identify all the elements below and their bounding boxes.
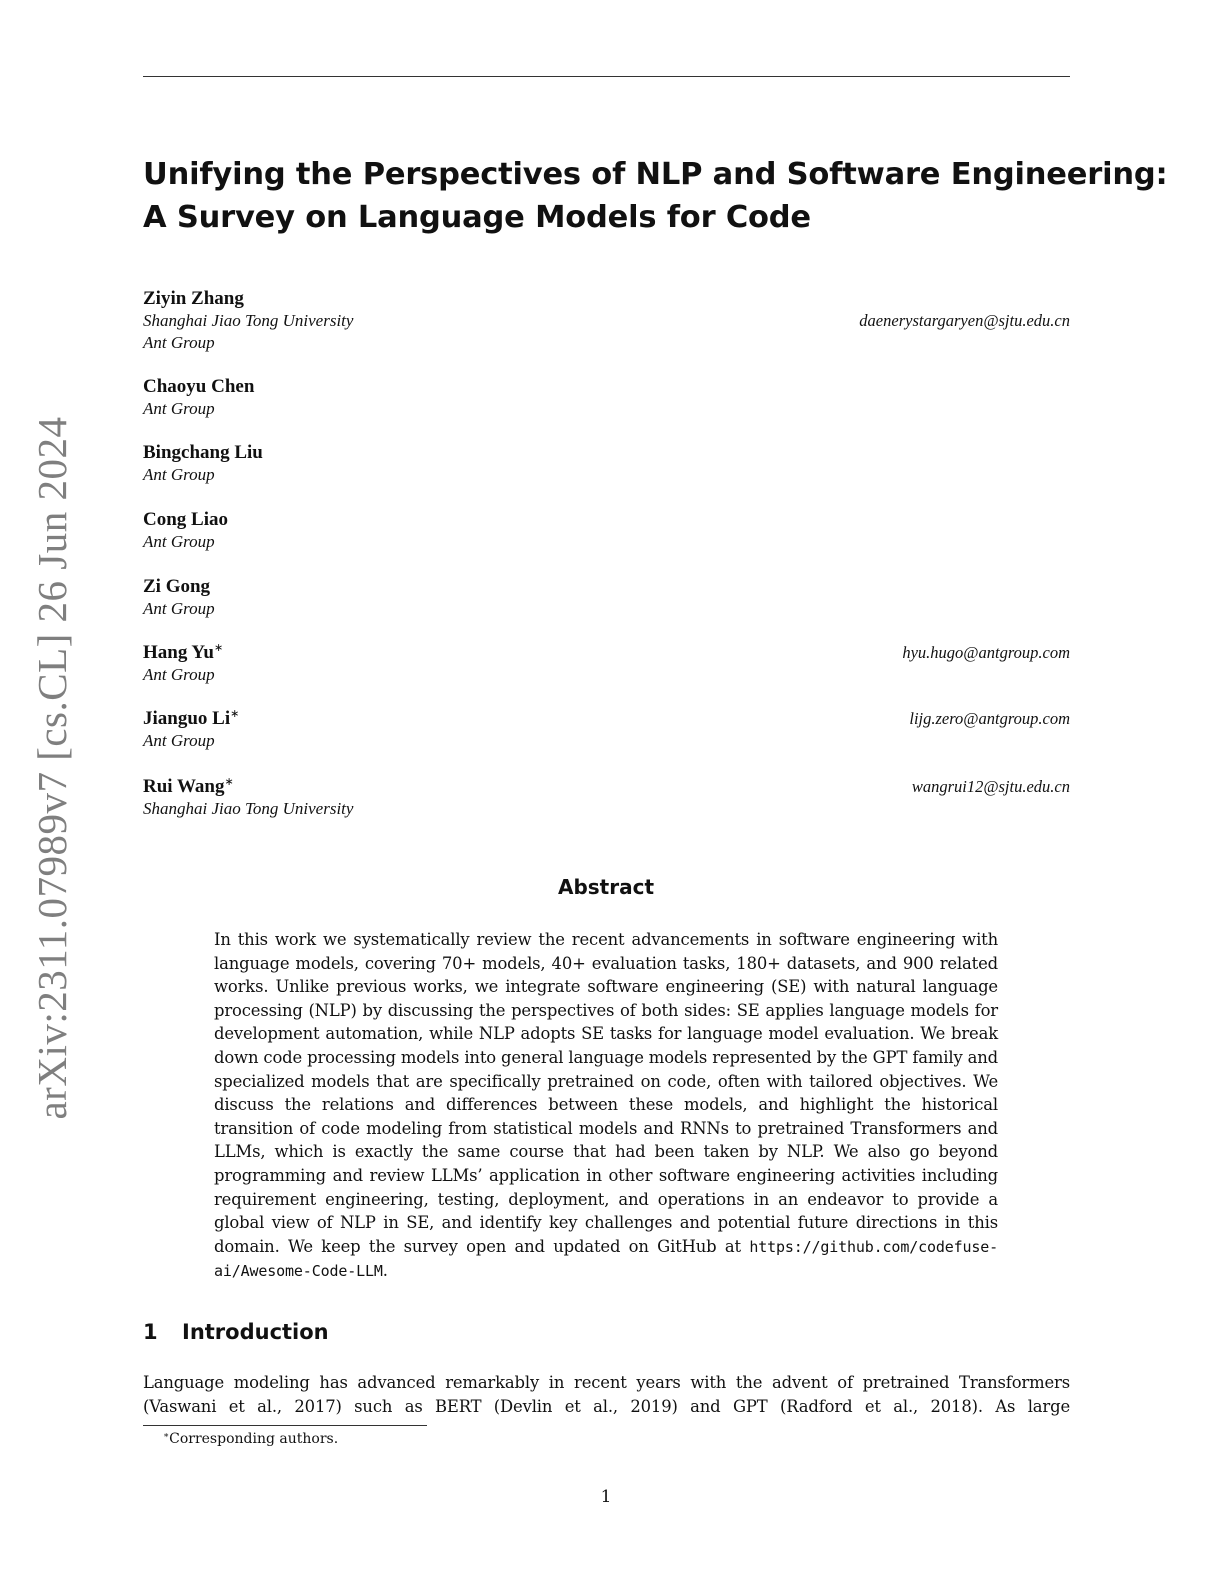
introduction-text: Language modeling has advanced remarkably in recent years with the advent of pretrained Transformers (Vaswani et al., 2017) such as BERT (Devlin et al., 2019) and GPT (Radford et al., 2018). As large (143, 1373, 1070, 1416)
corresponding-mark: ∗ (213, 642, 224, 654)
author-name: Bingchang Liu (143, 442, 263, 463)
author-name: Ziyin Zhang (143, 288, 244, 309)
author-name: Hang Yu∗ (143, 642, 224, 663)
author-block (143, 776, 1070, 820)
author-email[interactable]: daenerystargaryen@sjtu.edu.cn (859, 311, 1070, 330)
author-name: Chaoyu Chen (143, 376, 255, 397)
corresponding-mark: ∗ (224, 776, 234, 788)
author-affiliation: Ant Group (143, 665, 215, 684)
author-block (143, 708, 1070, 752)
section-number: 1 (143, 1320, 158, 1344)
author-name: Cong Liao (143, 509, 228, 530)
author-affiliation: Ant Group (143, 731, 215, 750)
author-email[interactable]: hyu.hugo@antgroup.com (902, 643, 1070, 662)
author-email[interactable]: lijg.zero@antgroup.com (909, 709, 1070, 728)
author-block (143, 642, 1070, 686)
author-affiliation: Ant Group (143, 532, 215, 551)
abstract-heading: Abstract (557, 875, 655, 899)
footnote-rule (143, 1425, 427, 1426)
author-affiliation: Ant Group (143, 465, 215, 484)
footnote-text: Corresponding authors. (169, 1431, 339, 1447)
abstract-end: . (382, 1261, 388, 1281)
author-affiliation: Shanghai Jiao Tong University (143, 311, 354, 330)
section-heading (143, 1320, 329, 1344)
author-block (143, 576, 1070, 620)
corresponding-mark: ∗ (230, 708, 240, 720)
top-rule (143, 76, 1070, 77)
author-email[interactable]: wangrui12@sjtu.edu.cn (911, 777, 1070, 796)
author-block (143, 509, 1070, 553)
arxiv-identifier: arXiv:2311.07989v7 [cs.CL] 26 Jun 2024 (29, 416, 75, 1120)
author-affiliation: Ant Group (143, 333, 215, 352)
footnote-mark: ∗ (163, 1431, 170, 1441)
author-affiliation: Ant Group (143, 599, 215, 618)
author-name: Jianguo Li∗ (143, 708, 240, 729)
author-name: Zi Gong (143, 576, 211, 597)
paper-title (143, 153, 1168, 239)
author-affiliation: Ant Group (143, 399, 215, 418)
section-title: Introduction (182, 1320, 329, 1344)
author-block (143, 288, 1070, 354)
abstract-text: In this work we systematically review the recent advancements in software engineering with language models, covering 70+ models, 40+ evaluation tasks, 180+ datasets, and 900 related works. Unlike previous works, we integrate software engineering (SE) with natural language processing (NLP) by discussing the perspectives of both sides: SE applies language models for development automation, while NLP adopts SE tasks for language model evaluation. We break down code processing models into general language models represented by the GPT family and specialized models that are specifically pretrained on code, often with tailored objectives. We discuss the relations and differences between these models, and highlight the historical transition of code modeling from statistical models and RNNs to pretrained Transformers and LLMs, which is exactly the same course that had been taken by NLP. We also go beyond programming and review LLMs’ application in other software engineering activities including requirement engineering, testing, deployment, and operations in an endeavor to provide a global view of NLP in SE, and identify key challenges and potential future directions in this domain. We keep the survey open and updated on GitHub at (214, 930, 998, 1256)
footnote (163, 1431, 338, 1447)
author-name: Rui Wang∗ (143, 776, 234, 797)
author-block (143, 376, 1070, 420)
author-affiliation: Shanghai Jiao Tong University (143, 799, 354, 818)
title-line-1: Unifying the Perspectives of NLP and Software Engineering: (143, 157, 1168, 192)
abstract-body (214, 928, 998, 1284)
author-block (143, 442, 1070, 486)
github-link[interactable]: https://github.com/codefuse-ai/Awesome-Code-LLM (214, 1237, 999, 1281)
title-line-2: A Survey on Language Models for Code (143, 200, 811, 235)
page-number: 1 (600, 1487, 612, 1507)
